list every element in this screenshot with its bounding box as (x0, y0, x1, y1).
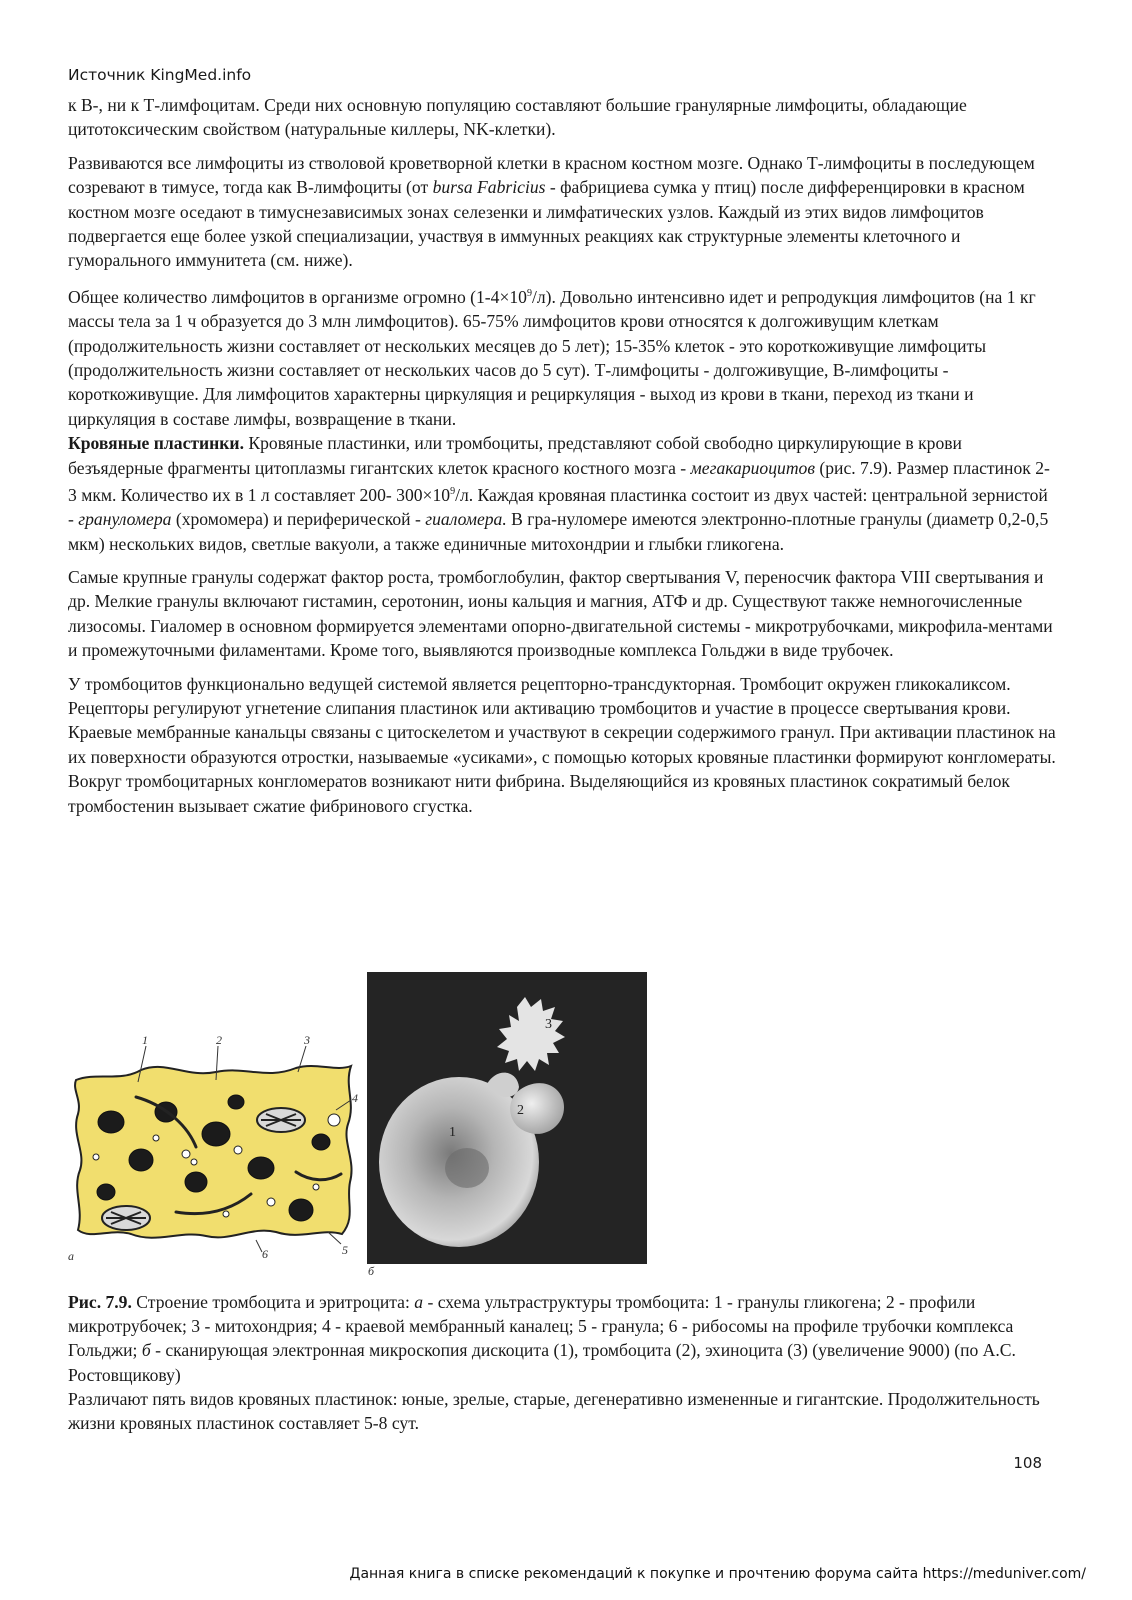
figure-7-9 (66, 972, 666, 1290)
figure-caption (68, 1290, 1058, 1435)
p4-text-c: /л. Каждая кровяная пластинка состоит из двух частей: центральной зернистой - (68, 484, 1048, 530)
caption-letter-b: б (141, 1340, 151, 1361)
fig-a-label-1: 1 (142, 1033, 148, 1047)
paragraph-6: У тромбоцитов функционально ведущей системой является рецепторно-трансдукторная. Тромбоцит окружен гликокаликсом. Рецепторы регулируют угнетение слипания пластинок или активацию тромбоцитов и участие в процессе свертывания крови. Краевые мембранные канальцы связаны с цитоскелетом и участвуют в секреции содержимого гранул. При активации пластинок на их поверхности образуются отростки, называемые «усиками», с помощью которых кровяные пластинки формируют конгломераты. Вокруг тромбоцитарных конгломератов возникают нити фибрина. Выделяющийся из кровяных пластинок сократимый белок тромбостенин вызывает сжатие фибринового сгустка. (68, 673, 1056, 816)
fig-a-letter: а (68, 1249, 74, 1263)
fig-b-label-2: 2 (517, 1103, 524, 1118)
p2-text-a: Развиваются все лимфоциты из стволовой кроветворной клетки в красном костном мозге. Однако Т-лимфоциты в последующем созревают в тимусе, тогда как В-лимфоциты (от (68, 152, 1035, 198)
p4-text-a: Кровяные пластинки, или тромбоциты, представляют собой свободно циркулирующие в крови безъядерные фрагменты цитоплазмы гигантских клеток красного костного мозга - (68, 433, 962, 478)
p4-sup: 9 (450, 485, 456, 497)
p4-text-b: (рис. 7.9). Размер пластинок 2-3 мкм. Количество их в 1 л составляет 200- 300×10 (68, 457, 1050, 505)
paragraph-5: Самые крупные гранулы содержат фактор роста, тромбоглобулин, фактор свертывания V, переносчик фактора VIII свертывания и др. Мелкие гранулы включают гистамин, серотонин, ионы кальция и магния, АТФ и др. Существуют также немногочисленные лизосомы. Гиаломер в основном формируется элементами опорно-двигательной системы - микротрубочками, микрофила-ментами и промежуточными филаментами. Кроме того, выявляются производные комплекса Гольджи в виде трубочек. (68, 567, 1053, 661)
caption-letter-a: а (414, 1292, 424, 1312)
fig-a-label-5: 5 (342, 1243, 348, 1257)
p4-term-3: гиаломера. (425, 509, 507, 530)
caption-text-b: - схема ультраструктуры тромбоцита: 1 - гранулы гликогена; 2 - профили микротрубочек; 3 - митохондрия; 4 - краевой мембранный каналец; 5 - гранула; 6 - рибосомы на профиле трубочки комплекса Гольджи; (68, 1292, 1014, 1361)
caption-text-c: - сканирующая электронная микроскопия дискоцита (1), тромбоцита (2), эхиноцита (3) (увеличение 9000) (по А.С. Ростовщикову) (68, 1340, 1016, 1385)
p3-text-b: /л). Довольно интенсивно идет и репродукция лимфоцитов (на 1 кг массы тела за 1 ч образуется до 3 млн лимфоцитов). 65-75% лимфоцитов крови относятся к долгоживущим клеткам (продолжительность жизни составляет от нескольких месяцев до 5 лет); 15-35% клеток - это короткоживущие лимфоциты (продолжительность жизни составляет от нескольких часов до 5 сут). Т-лимфоциты - долгоживущие, В-лимфоциты - короткоживущие. Для лимфоцитов характерны циркуляция и рециркуляция - выход из крови в ткани, переход из ткани и циркуляция в составе лимфы, возвращение в ткани. (68, 286, 1036, 429)
fig-b-label-3: 3 (545, 1017, 552, 1032)
fig-a-label-2: 2 (216, 1033, 222, 1047)
fig-b-letter: б (368, 1264, 375, 1278)
body-text (68, 93, 1058, 818)
p4-term-2: грануломера (78, 509, 172, 530)
fig-b-label-1: 1 (449, 1125, 456, 1140)
fig-a-label-3: 3 (304, 1033, 310, 1047)
p4-term-1: мегакариоцитов (690, 457, 815, 478)
paragraph-2 (68, 151, 1058, 273)
p3-text-a: Общее количество лимфоцитов в организме огромно (1-4×10 (68, 286, 527, 307)
p4-text-e: В гра-нуломере имеются электронно-плотные гранулы (диаметр 0,2-0,5 мкм) нескольких видов, светлые вакуоли, а также единичные митохондрии и глыбки гликогена. (68, 509, 1049, 554)
p3-sup: 9 (526, 287, 532, 299)
caption-text (68, 1290, 1058, 1387)
fig-a-label-4: 4 (352, 1091, 358, 1105)
footer-note: Данная книга в списке рекомендаций к покупке и прочтению форума сайта https://meduniver.com/ (349, 1566, 1086, 1582)
page-number: 108 (1013, 1454, 1042, 1472)
p2-text-b: - фабрициева сумка у птиц) после дифференцировки в красном костном мозге оседают в тимуснезависимых зонах селезенки и лимфатических узлов. Каждый из этих видов лимфоцитов подвергается еще более узкой специализации, участвуя в иммунных реакциях как структурные элементы клеточного и гуморального иммунитета (см. ниже). (68, 177, 1025, 271)
p2-term: bursa Fabricius (432, 177, 546, 198)
platelet-schematic (66, 1033, 366, 1263)
p4-text-d: (хромомера) и периферической - (171, 509, 426, 530)
paragraph-3 (68, 282, 1058, 431)
sem-micrograph (367, 972, 647, 1264)
caption-text-a: Строение тромбоцита и эритроцита: (131, 1292, 415, 1312)
paragraph-7: Различают пять видов кровяных пластинок: юные, зрелые, старые, дегенеративно измененные и гигантские. Продолжительность жизни кровяных пластинок составляет 5-8 сут. (68, 1388, 1040, 1434)
p4-heading: Кровяные пластинки. (68, 433, 244, 454)
paragraph-4 (68, 431, 1058, 556)
paragraph-1: к В-, ни к Т-лимфоцитам. Среди них основную популяцию составляют большие гранулярные лимфоциты, обладающие цитотоксическим свойством (натуральные киллеры, NK-клетки). (68, 95, 967, 140)
fig-a-label-6: 6 (262, 1247, 268, 1261)
caption-label: Рис. 7.9. (68, 1292, 132, 1312)
source-header: Источник KingMed.info (68, 66, 252, 84)
